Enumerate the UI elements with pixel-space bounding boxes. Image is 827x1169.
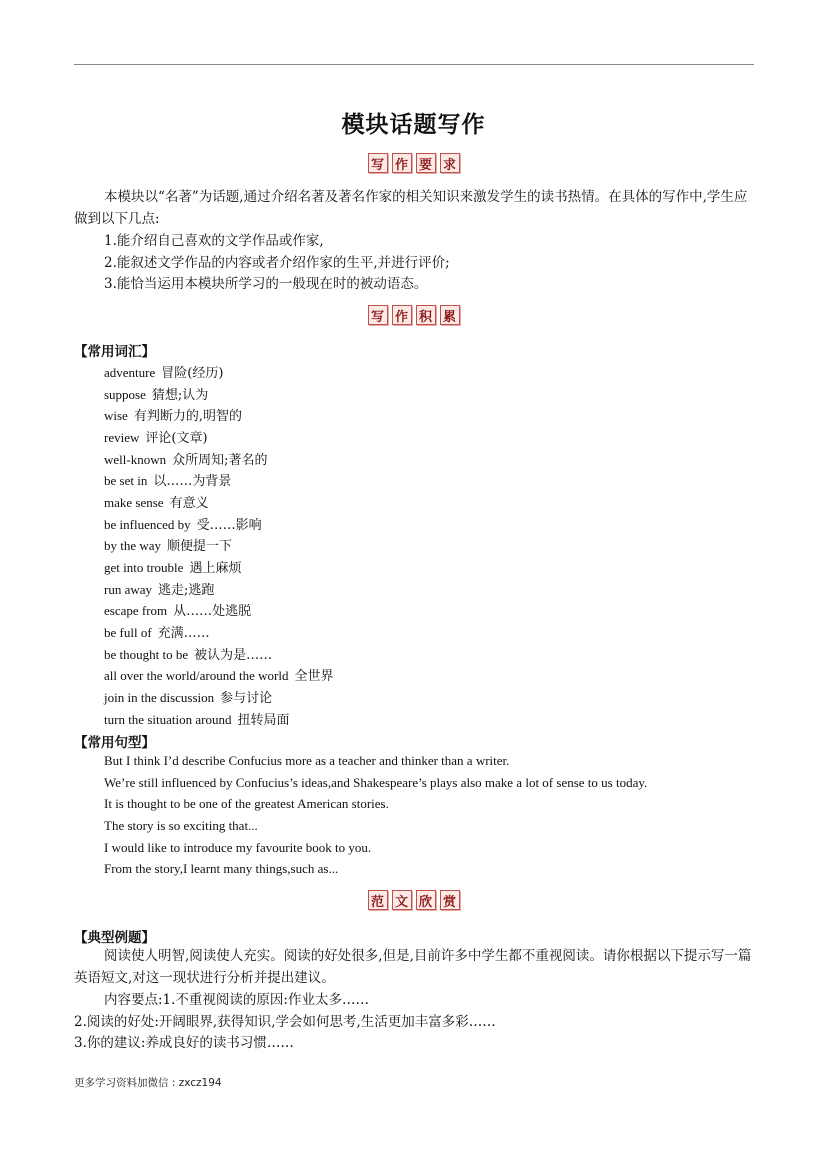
page-title: 模块话题写作	[341, 112, 486, 138]
vocab-en: well-known	[104, 452, 167, 467]
sentence-item: It is thought to be one of the greatest American stories.	[104, 796, 389, 811]
example-point: 2.阅读的好处:开阔眼界,获得知识,学会如何思考,生活更加丰富多彩……	[74, 1014, 496, 1030]
vocab-item	[104, 709, 289, 728]
vocab-item	[104, 405, 242, 424]
badge-char: 文	[392, 890, 412, 910]
vocab-zh: 从……处逃脱	[173, 604, 252, 619]
vocab-item	[104, 514, 262, 533]
vocab-zh: 有判断力的,明智的	[133, 409, 242, 424]
vocab-en: be influenced by	[104, 517, 191, 532]
vocab-zh: 顺便提一下	[167, 539, 233, 554]
badge-char: 赏	[440, 890, 460, 910]
vocab-item	[104, 622, 210, 641]
vocab-item	[104, 579, 214, 598]
vocab-en: be thought to be	[104, 647, 189, 662]
vocab-en: suppose	[104, 387, 146, 402]
vocab-item	[104, 449, 268, 468]
sentence-item: I would like to introduce my favourite book to you.	[104, 840, 372, 855]
section-badge-requirements	[0, 153, 827, 173]
vocab-heading: 【常用词汇】	[74, 344, 155, 360]
vocab-zh: 受……影响	[196, 518, 262, 533]
vocab-en: escape from	[104, 603, 168, 618]
badge-char: 累	[440, 305, 460, 325]
vocab-en: turn the situation around	[104, 712, 232, 727]
vocab-item	[104, 557, 241, 576]
section-badge-appreciation	[0, 890, 827, 910]
vocab-item	[104, 600, 251, 619]
vocab-item	[104, 492, 209, 511]
sentence-item: From the story,I learnt many things,such as...	[104, 861, 339, 876]
badge-char: 要	[416, 153, 436, 173]
example-prompt: 阅读使人明智,阅读使人充实。阅读的好处很多,但是,目前许多中学生都不重视阅读。请你根据以下提示写一篇英语短文,对这一现状进行分析并提出建议。	[74, 948, 752, 986]
vocab-en: join in the discussion	[104, 690, 215, 705]
badge-char: 范	[368, 890, 388, 910]
example-heading: 【典型例题】	[74, 930, 155, 946]
badge-char: 求	[440, 153, 460, 173]
vocab-zh: 逃走;逃跑	[158, 583, 215, 598]
vocab-zh: 以……为背景	[153, 474, 232, 489]
badge-char: 写	[368, 305, 388, 325]
vocab-zh: 被认为是……	[194, 648, 273, 663]
vocab-en: be full of	[104, 625, 152, 640]
example-point: 内容要点:1.不重视阅读的原因:作业太多……	[104, 992, 369, 1008]
vocab-en: wise	[104, 408, 128, 423]
vocab-item	[104, 362, 223, 381]
example-point: 3.你的建议:养成良好的读书习惯……	[74, 1035, 294, 1051]
badge-char: 欣	[416, 890, 436, 910]
vocab-en: make sense	[104, 495, 164, 510]
badge-char: 写	[368, 153, 388, 173]
intro-point: 1.能介绍自己喜欢的文学作品或作家,	[104, 233, 324, 249]
badge-char: 作	[392, 153, 412, 173]
vocab-zh: 参与讨论	[220, 691, 273, 706]
header-rule	[74, 64, 754, 65]
sentence-item: The story is so exciting that...	[104, 818, 258, 833]
vocab-item	[104, 535, 232, 554]
vocab-zh: 全世界	[294, 669, 334, 684]
vocab-en: all over the world/around the world	[104, 668, 289, 683]
vocab-en: by the way	[104, 538, 162, 553]
vocab-item	[104, 644, 272, 663]
vocab-item	[104, 427, 208, 446]
badge-char: 积	[416, 305, 436, 325]
vocab-item	[104, 687, 272, 706]
vocab-zh: 众所周知;著名的	[172, 453, 268, 468]
vocab-zh: 扭转局面	[237, 713, 290, 728]
vocab-zh: 充满……	[157, 626, 210, 641]
vocab-zh: 冒险(经历)	[161, 366, 224, 381]
vocab-en: review	[104, 430, 140, 445]
sentences-heading: 【常用句型】	[74, 735, 155, 751]
sentence-item: We’re still influenced by Confucius’s ideas,and Shakespeare’s plays also make a lot of sense to us today.	[104, 775, 648, 790]
vocab-item	[104, 384, 208, 403]
vocab-zh: 有意义	[169, 496, 209, 511]
vocab-zh: 遇上麻烦	[189, 561, 242, 576]
vocab-item	[104, 665, 334, 684]
vocab-en: run away	[104, 582, 153, 597]
vocab-item	[104, 470, 231, 489]
intro-paragraph: 本模块以“名著”为话题,通过介绍名著及著名作家的相关知识来激发学生的读书热情。在具体的写作中,学生应做到以下几点:	[74, 189, 748, 227]
sentence-item: But I think I’d describe Confucius more as a teacher and thinker than a writer.	[104, 753, 510, 768]
vocab-zh: 评论(文章)	[145, 431, 208, 446]
intro-point: 3.能恰当运用本模块所学习的一般现在时的被动语态。	[104, 276, 428, 292]
intro-point: 2.能叙述文学作品的内容或者介绍作家的生平,并进行评价;	[104, 255, 450, 271]
vocab-en: get into trouble	[104, 560, 184, 575]
badge-char: 作	[392, 305, 412, 325]
vocab-en: be set in	[104, 473, 148, 488]
vocab-zh: 猜想;认为	[151, 388, 209, 403]
vocab-en: adventure	[104, 365, 156, 380]
footer-note: 更多学习资料加微信 : zxcz194	[74, 1077, 222, 1089]
section-badge-accumulation	[0, 305, 827, 325]
